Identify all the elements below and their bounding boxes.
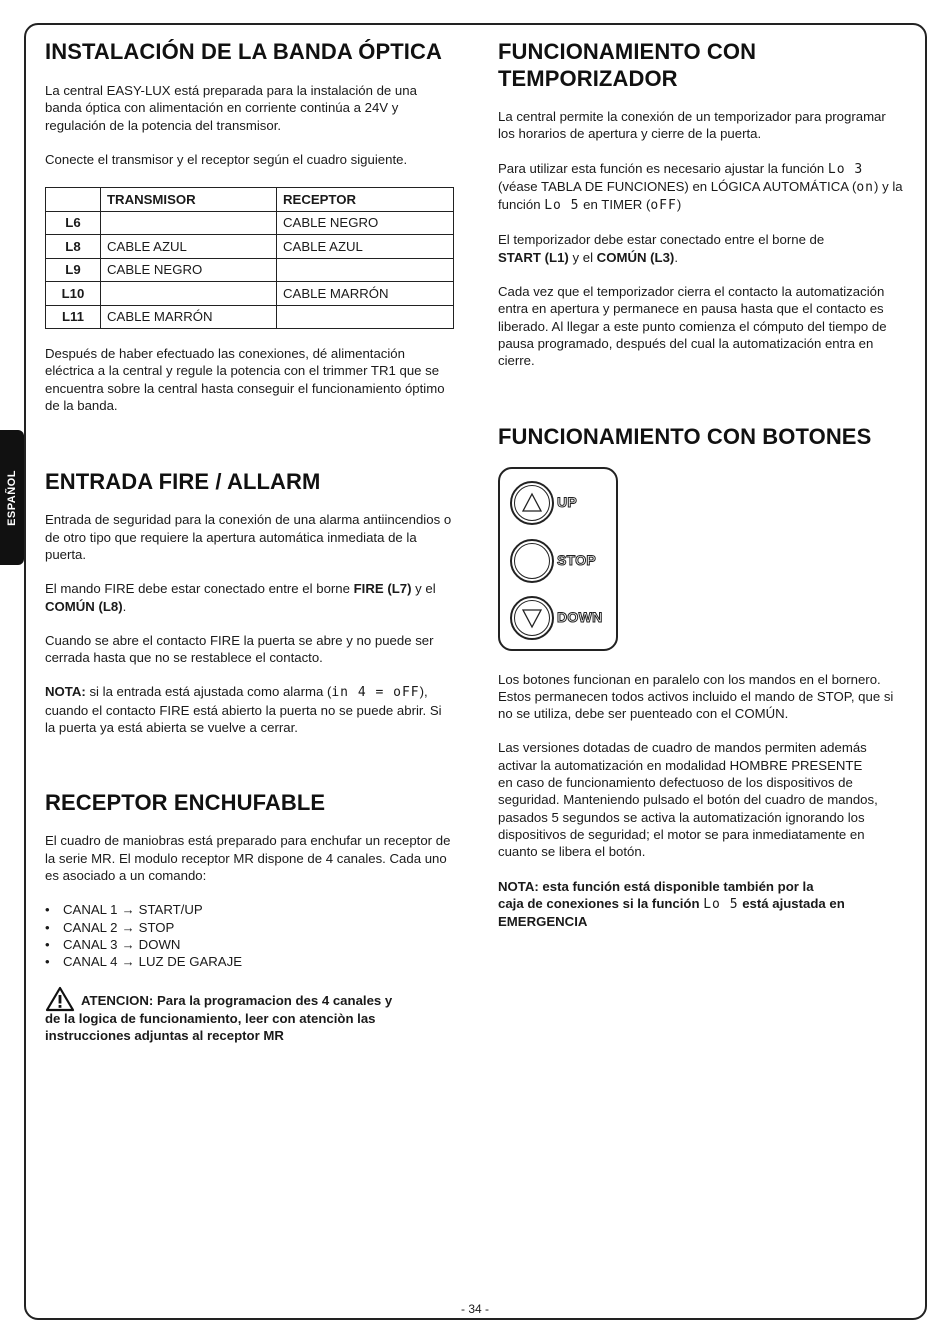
- right-column: [498, 38, 906, 930]
- fire-title: ENTRADA FIRE / ALLARM: [45, 469, 321, 495]
- stop-button[interactable]: [510, 539, 554, 583]
- display-code: Lo 5: [544, 198, 580, 214]
- botones-intro: Los botones funcionan en paralelo con los mandos en el bornero. Estos permanecen todos activos incluido el mando de STOP, que si no se utiliza, debe ser puenteado con el COMÚN.: [498, 671, 894, 722]
- bullet: •: [45, 919, 50, 935]
- table-cell: L6: [46, 211, 101, 235]
- table-header-cell: RECEPTOR: [277, 188, 454, 212]
- text-bold: COMÚN (L3): [596, 249, 675, 265]
- table-row: [46, 305, 454, 329]
- display-code: Lo 3: [827, 161, 864, 177]
- nota-label: NOTA:: [45, 684, 86, 700]
- atencion-line: instrucciones adjuntas al receptor MR: [45, 1028, 284, 1044]
- temp-config-text: [498, 160, 906, 215]
- table-cell: CABLE MARRÓN: [101, 305, 277, 329]
- text-run: ) y la función: [498, 178, 903, 213]
- text-run: y el: [568, 249, 597, 265]
- section-receptor: [45, 789, 455, 1044]
- arrow-right-icon: →: [121, 936, 135, 952]
- text-bold: COMÚN (L8): [45, 598, 123, 614]
- fire-behaviour-text: Cuando se abre el contacto FIRE la puerta se abre y no puede ser cerrada hasta que no se restablece el contacto.: [45, 632, 434, 666]
- text-run: y el: [411, 581, 436, 597]
- table-cell: L10: [46, 282, 101, 306]
- button-ring: [514, 543, 550, 579]
- table-row: [46, 211, 454, 235]
- text-run: El temporizador debe estar conectado entre el borne de: [498, 232, 825, 248]
- stop-label: STOP: [557, 551, 597, 568]
- botones-title: FUNCIONAMIENTO CON BOTONES: [498, 423, 872, 449]
- triangle-down-icon: [512, 598, 552, 638]
- canal-function: DOWN: [138, 936, 181, 952]
- fire-intro: Entrada de seguridad para la conexión de una alarma antiincendios o de otro tipo que requiere la apertura automática inmediata de la puerta.: [45, 512, 452, 562]
- canal-list: [45, 901, 455, 970]
- section-fire: [45, 468, 455, 736]
- table-cell: [277, 305, 454, 329]
- table-cell: [277, 258, 454, 282]
- table-cell: L8: [46, 235, 101, 259]
- list-item: [45, 936, 455, 953]
- text-run: en caso de funcionamiento defectuoso de los dispositivos de seguridad. Manteniendo pulsado el botón del cuadro de mandos, pasados 5 segundos se activa la automatización ignorando los dispositivos de seguridad; el motor se para inmediatamente en cuanto se libera el botón.: [498, 775, 878, 860]
- connection-table: [45, 187, 454, 329]
- up-button[interactable]: [510, 481, 554, 525]
- text-bold: caja de conexiones si la función: [498, 895, 704, 911]
- temp-behaviour-text: Cada vez que el temporizador cierra el contacto la automatización entra en apertura y permanece en pausa hasta que el contacto es liberado. Al llegar a este punto comienza el cómputo del tiempo de pausa programado, después del cual la automatización entra en cierre.: [498, 284, 887, 369]
- down-label: DOWN: [557, 608, 603, 625]
- display-code: in 4 = oFF: [331, 685, 420, 701]
- text-bold: START (L1): [498, 249, 569, 265]
- text-run: si la entrada está ajustada como alarma (: [85, 684, 332, 700]
- table-row: [46, 258, 454, 282]
- table-cell: CABLE NEGRO: [101, 258, 277, 282]
- canal-name: CANAL 3: [63, 936, 118, 952]
- hombre-presente-text: [498, 739, 906, 860]
- text-bold: FIRE (L7): [353, 581, 412, 597]
- table-cell: L11: [46, 305, 101, 329]
- list-item: [45, 919, 455, 936]
- section-banda-optica: [45, 38, 455, 414]
- fire-wiring-text: [45, 580, 455, 615]
- table-cell: [101, 211, 277, 235]
- up-label: UP: [557, 493, 578, 510]
- text-run: ), cuando el contacto FIRE está abierto la puerta no se puede abrir. Si la puerta ya está abierta se vuelve a cerrar.: [45, 684, 442, 736]
- display-code: Lo 5: [703, 896, 739, 912]
- table-cell: CABLE NEGRO: [277, 211, 454, 235]
- receptor-title: RECEPTOR ENCHUFABLE: [45, 790, 326, 816]
- language-tab-label: ESPAÑOL: [6, 469, 18, 526]
- temp-wiring-text: [498, 231, 906, 266]
- text-bold: EMERGENCIA: [498, 914, 588, 930]
- title-line: TEMPORIZADOR: [498, 66, 678, 91]
- fire-nota: [45, 683, 455, 736]
- atencion-line: ATENCION: Para la programacion des 4 canales y: [81, 993, 393, 1009]
- canal-function: START/UP: [138, 902, 203, 918]
- button-panel: [498, 467, 618, 651]
- text-run: en TIMER (: [579, 197, 651, 213]
- text-run: ): [676, 197, 682, 213]
- canal-function: LUZ DE GARAJE: [138, 954, 242, 970]
- table-cell: CABLE AZUL: [277, 235, 454, 259]
- atencion-line: de la logica de funcionamiento, leer con atenciòn las: [45, 1010, 376, 1026]
- text-run: (véase TABLA DE FUNCIONES) en LÓGICA AUTOMÁTICA (: [498, 178, 857, 194]
- display-code: on: [856, 179, 875, 195]
- language-tab: [0, 430, 24, 565]
- list-item: [45, 901, 455, 918]
- table-row: [46, 282, 454, 306]
- banda-intro: La central EASY-LUX está preparada para la instalación de una banda óptica con alimentación en corriente continúa a 24V y regulación de la potencia del transmisor.: [45, 83, 417, 133]
- text-run: Para utilizar esta función es necesario ajustar la función: [498, 160, 828, 176]
- temp-intro: La central permite la conexión de un temporizador para programar los horarios de apertura y cierre de la puerta.: [498, 109, 886, 142]
- arrow-right-icon: →: [121, 902, 135, 918]
- botones-nota: [498, 878, 906, 931]
- banda-after-text: Después de haber efectuado las conexiones, dé alimentación eléctrica a la central y regule la potencia con el trimmer TR1 que se encuentra sobre la central hasta conseguir el funcionamiento óptimo de la banda.: [45, 346, 445, 414]
- section-botones: [498, 423, 906, 931]
- table-cell: L9: [46, 258, 101, 282]
- temp-title: [498, 38, 906, 92]
- warning-icon: [45, 986, 75, 1012]
- canal-function: STOP: [138, 919, 175, 935]
- text-run: Las versiones dotadas de cuadro de mandos permiten además: [498, 740, 867, 756]
- table-cell: CABLE AZUL: [101, 235, 277, 259]
- table-row: [46, 235, 454, 259]
- banda-title: INSTALACIÓN DE LA BANDA ÓPTICA: [45, 39, 442, 64]
- page-number: - 34 -: [460, 1302, 489, 1316]
- bullet: •: [45, 902, 50, 918]
- text-run: .: [122, 598, 127, 614]
- banda-connect-text: Conecte el transmisor y el receptor según el cuadro siguiente.: [45, 151, 408, 167]
- text-bold: NOTA: esta función está disponible también por la: [498, 878, 814, 894]
- canal-name: CANAL 4: [63, 954, 118, 970]
- atencion-note: [45, 992, 455, 1044]
- table-header-cell: [46, 188, 101, 212]
- canal-name: CANAL 1: [63, 902, 118, 918]
- receptor-intro: El cuadro de maniobras está preparado para enchufar un receptor de la serie MR. El modulo receptor MR dispone de 4 canales. Cada uno es asociado a un comando:: [45, 833, 451, 883]
- canal-name: CANAL 2: [63, 919, 118, 935]
- arrow-right-icon: →: [121, 954, 135, 970]
- text-bold: está ajustada en: [738, 895, 845, 911]
- list-item: [45, 953, 455, 970]
- table-cell: [101, 282, 277, 306]
- table-header-row: [46, 188, 454, 212]
- display-code: oFF: [650, 198, 677, 214]
- left-column: [45, 38, 455, 1044]
- bullet: •: [45, 954, 50, 970]
- arrow-right-icon: →: [121, 919, 135, 935]
- table-cell: CABLE MARRÓN: [277, 282, 454, 306]
- title-line: FUNCIONAMIENTO CON: [498, 39, 757, 64]
- down-button[interactable]: [510, 596, 554, 640]
- text-run: .: [674, 249, 678, 265]
- text-run: El mando FIRE debe estar conectado entre el borne: [45, 581, 354, 597]
- section-temporizador: [498, 38, 906, 370]
- bullet: •: [45, 936, 50, 952]
- table-header-cell: TRANSMISOR: [101, 188, 277, 212]
- triangle-up-icon: [512, 483, 552, 523]
- text-run: activar la automatización en modalidad HOMBRE PRESENTE: [498, 757, 863, 773]
